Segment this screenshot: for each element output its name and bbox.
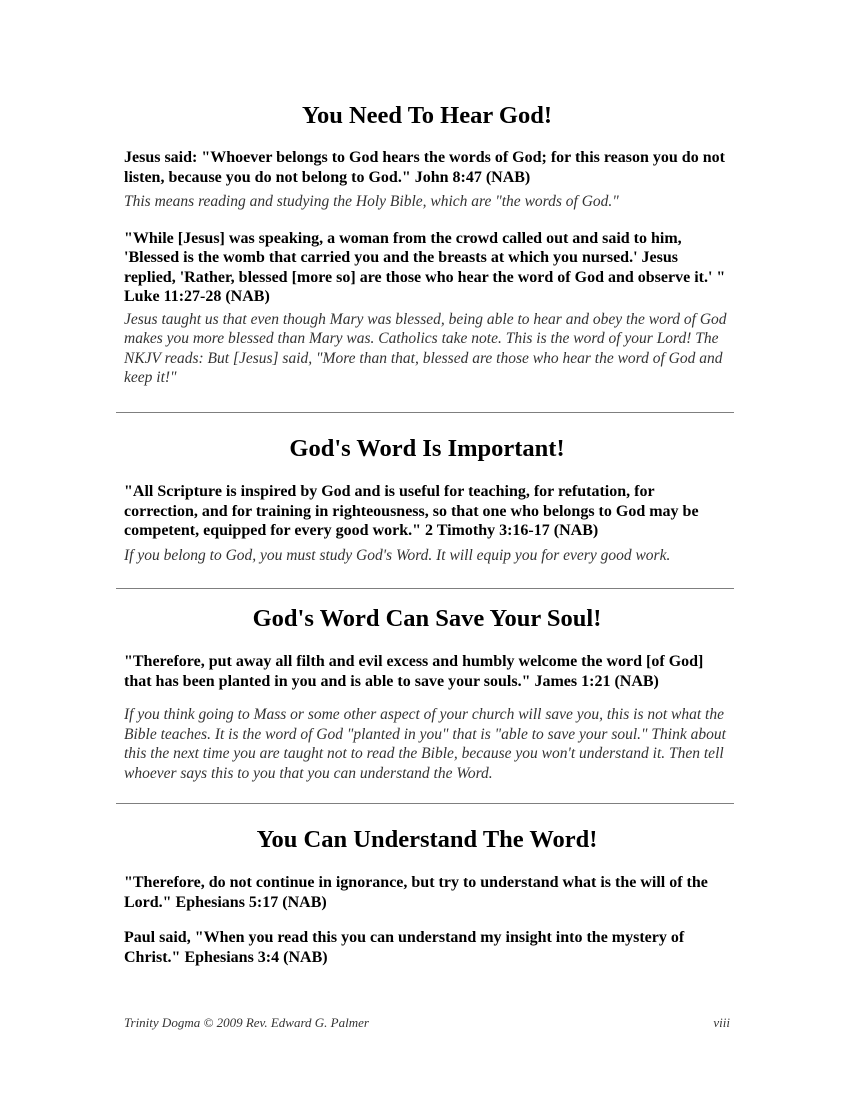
page-footer bbox=[124, 1015, 730, 1031]
commentary-note: This means reading and studying the Holy Bible, which are "the words of God." bbox=[124, 193, 619, 210]
footer-copyright: Trinity Dogma © 2009 Rev. Edward G. Palmer bbox=[124, 1015, 369, 1030]
scripture-quote: Paul said, "When you read this you can understand my insight into the mystery of Christ." Ephesians 3:4 (NAB) bbox=[124, 929, 685, 966]
scripture-quote: "All Scripture is inspired by God and is useful for teaching, for refutation, for correction, and for training in righteousness, so that one who belongs to God may be competent, equipped for every good work." 2 Timothy 3:16-17 (NAB) bbox=[124, 483, 699, 539]
commentary-note: If you think going to Mass or some other aspect of your church will save you, this is not what the Bible teaches. It is the word of God "planted in you" that is "able to save your soul." Think about this the next time you are taught not to read the Bible, because you won't understand it. Then tell whoever says this to you that you can understand the Word. bbox=[124, 706, 726, 782]
section-hear-god bbox=[124, 101, 730, 388]
section-heading: You Can Understand The Word! bbox=[256, 826, 598, 853]
section-divider bbox=[116, 412, 734, 413]
document-page bbox=[124, 0, 730, 1100]
commentary-note: Jesus taught us that even though Mary was blessed, being able to hear and obey the word of God makes you more blessed than Mary was. Catholics take note. This is the word of your Lord! The NKJV reads: But [Jesus] said, "More than that, blessed are those who hear the word of God and keep it!" bbox=[124, 310, 727, 386]
section-understand-word bbox=[124, 825, 730, 967]
commentary-note: If you belong to God, you must study God's Word. It will equip you for every good work. bbox=[124, 546, 671, 564]
scripture-quote: Jesus said: "Whoever belongs to God hears the words of God; for this reason you do not listen, because you do not belong to God." John 8:47 (NAB) bbox=[124, 149, 725, 186]
section-save-soul bbox=[124, 604, 730, 783]
section-heading: God's Word Can Save Your Soul! bbox=[252, 605, 602, 632]
section-word-important bbox=[124, 434, 730, 565]
scripture-quote: "Therefore, do not continue in ignorance, but try to understand what is the will of the Lord." Ephesians 5:17 (NAB) bbox=[124, 874, 708, 911]
section-heading: God's Word Is Important! bbox=[289, 435, 565, 462]
section-divider bbox=[116, 803, 734, 804]
section-heading: You Need To Hear God! bbox=[301, 102, 553, 129]
scripture-quote: "While [Jesus] was speaking, a woman from the crowd called out and said to him, 'Blessed is the womb that carried you and the breasts at which you nursed.' Jesus replied, 'Rather, blessed [more so] are those who hear the word of God and observe it.' " Luke 11:27-28 (NAB) bbox=[124, 229, 726, 305]
section-divider bbox=[116, 588, 734, 589]
scripture-quote: "Therefore, put away all filth and evil excess and humbly welcome the word [of God] that has been planted in you and is able to save your souls." James 1:21 (NAB) bbox=[124, 653, 704, 690]
page-number: viii bbox=[713, 1015, 730, 1030]
